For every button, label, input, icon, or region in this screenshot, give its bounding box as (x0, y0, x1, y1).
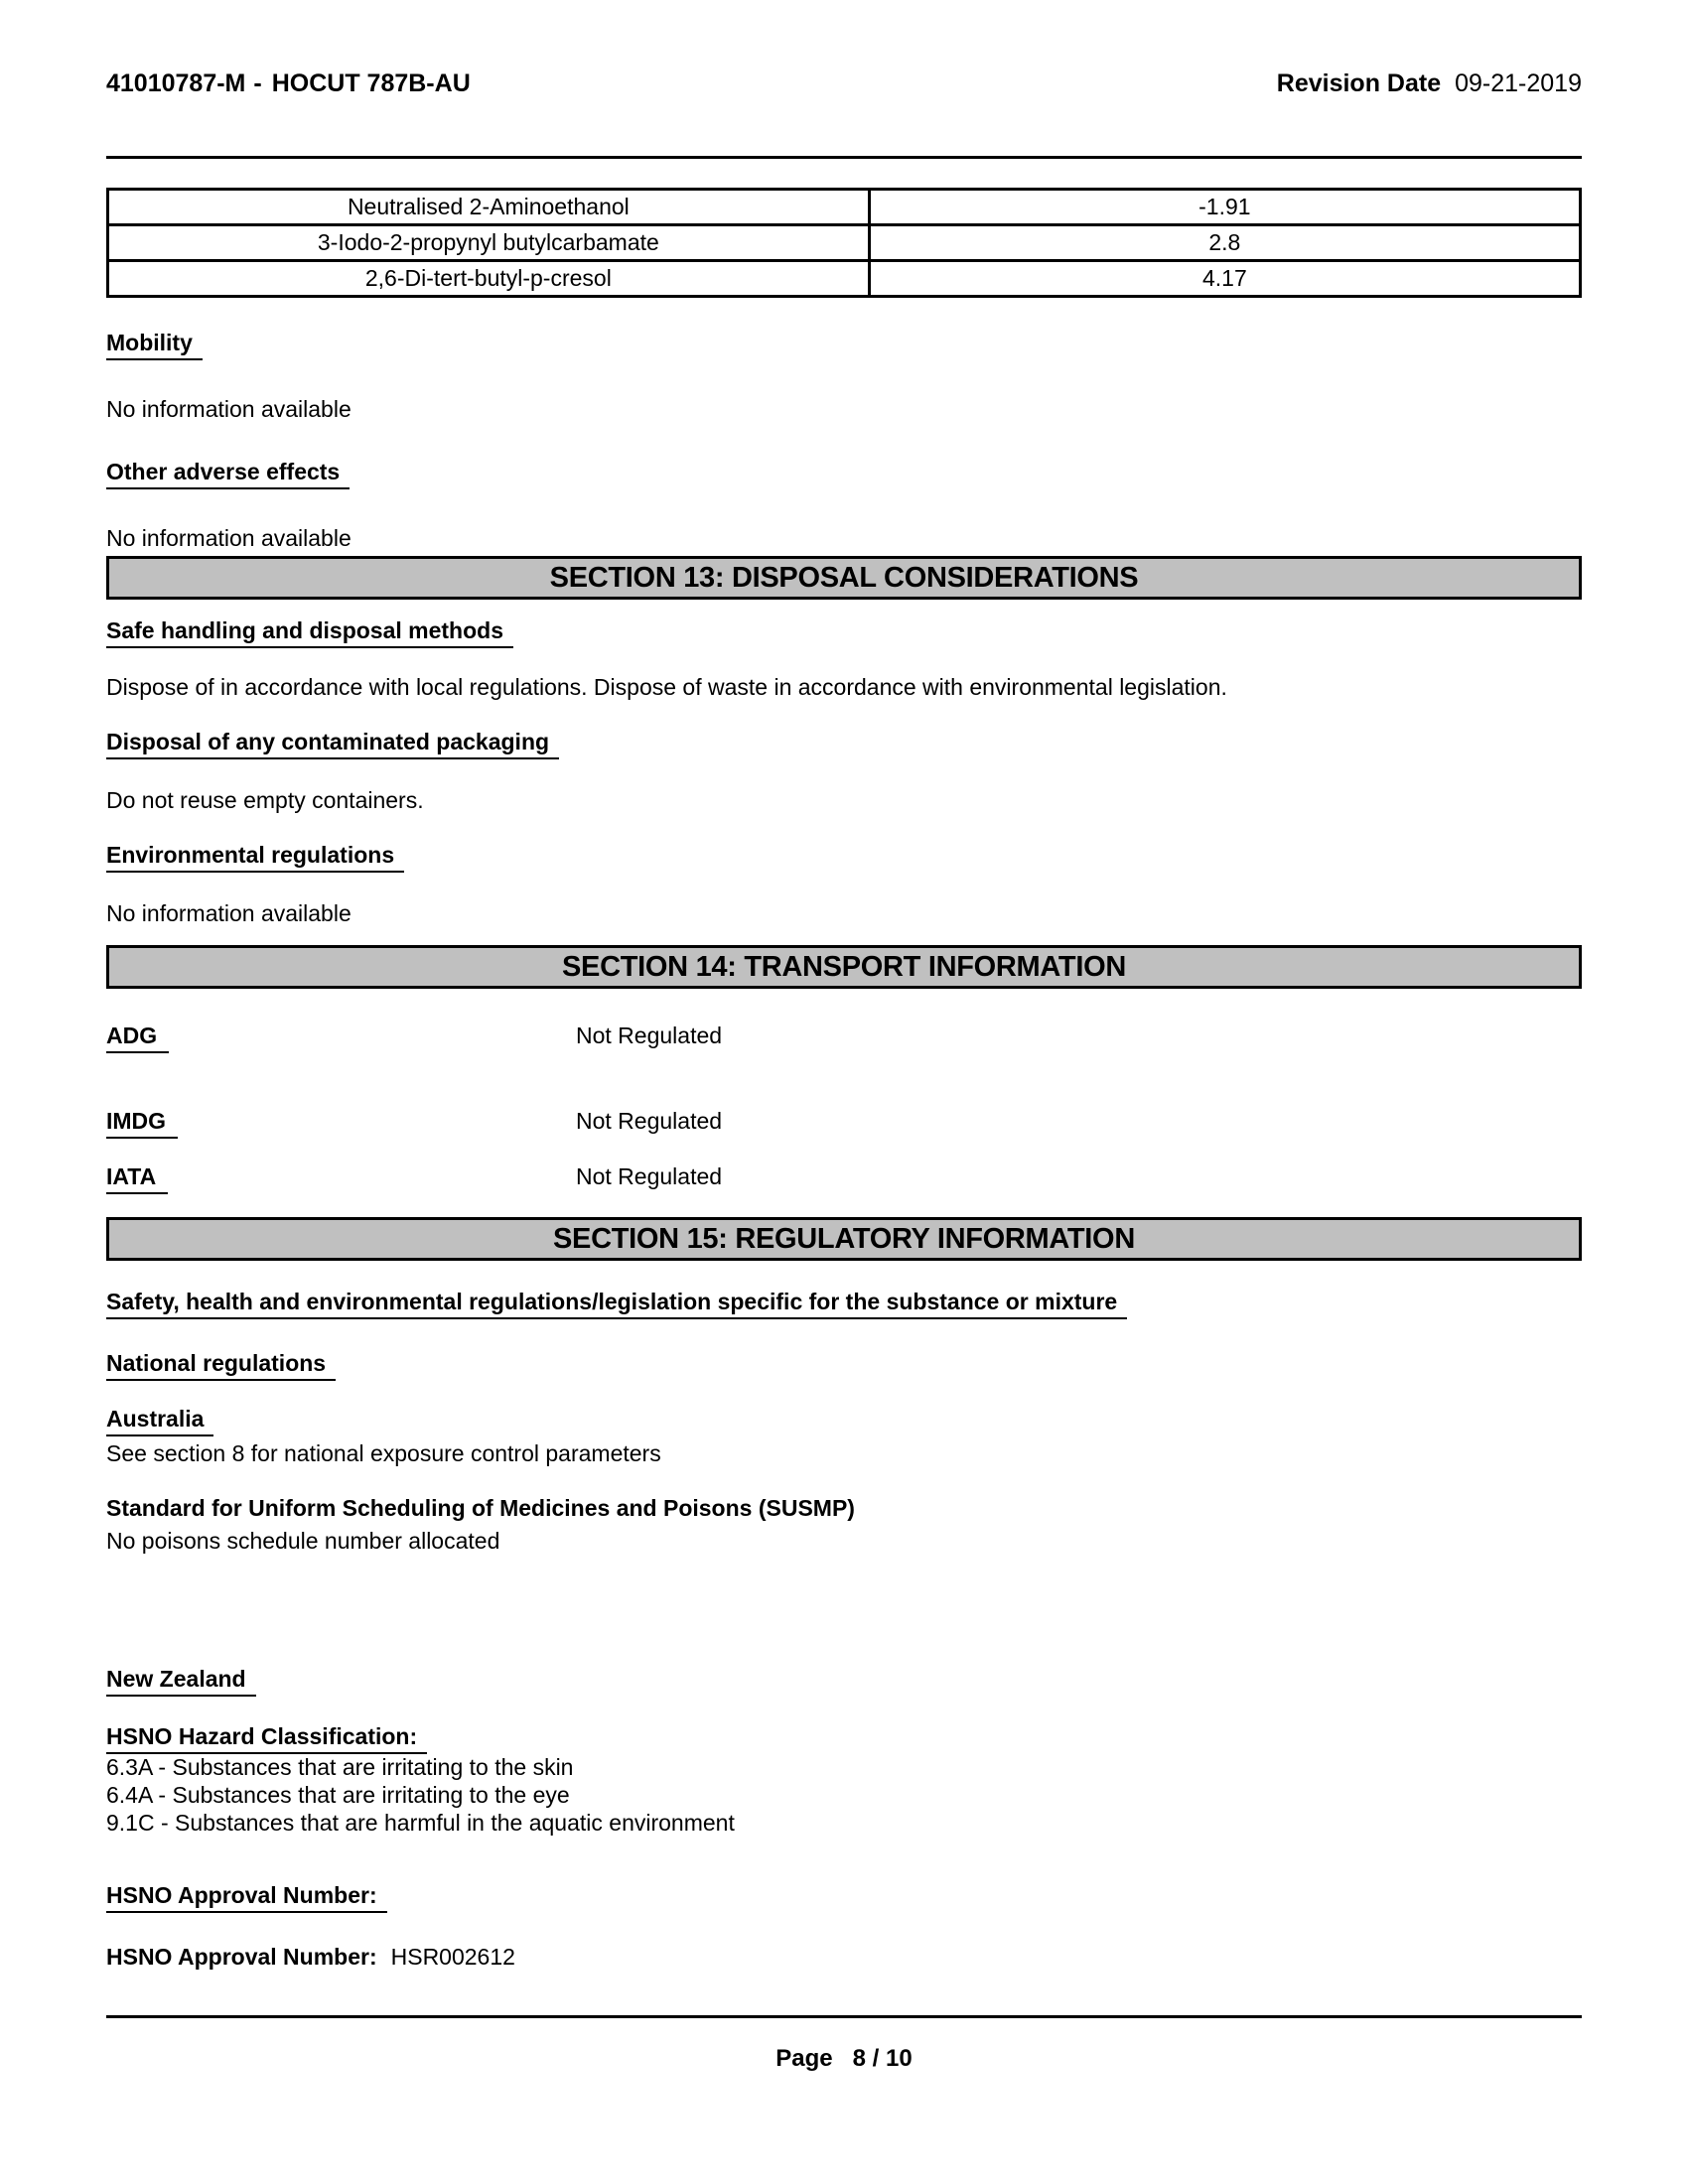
transport-code: ADG (106, 1023, 576, 1053)
partition-table-wrap (106, 188, 1582, 298)
contaminated-packaging-text: Do not reuse empty containers. (106, 787, 424, 813)
australia-text: See section 8 for national exposure control parameters (106, 1440, 661, 1466)
product-code: 41010787-M (106, 69, 246, 97)
safe-handling-heading: Safe handling and disposal methods (106, 617, 1582, 648)
transport-status: Not Regulated (576, 1108, 723, 1134)
substance-cell: Neutralised 2-Aminoethanol (108, 190, 870, 225)
hsno-class-item: 6.4A - Substances that are irritating to the eye (106, 1782, 570, 1808)
revision-date-label: Revision Date (1276, 69, 1442, 97)
page-header (106, 69, 1582, 98)
transport-status: Not Regulated (576, 1023, 723, 1048)
susmp-text: No poisons schedule number allocated (106, 1528, 500, 1554)
safety-regulations-heading: Safety, health and environmental regulations/legislation specific for the substance or mixture (106, 1289, 1582, 1319)
partition-coefficient-table (106, 188, 1582, 298)
transport-row-iata (106, 1163, 1582, 1194)
transport-code: IATA (106, 1163, 576, 1194)
footer-divider (106, 2015, 1582, 2018)
transport-row-adg (106, 1023, 1582, 1053)
transport-status: Not Regulated (576, 1163, 723, 1189)
susmp-heading: Standard for Uniform Scheduling of Medicines and Poisons (SUSMP) (106, 1495, 855, 1521)
revision-info (1277, 69, 1582, 98)
other-adverse-effects-text: No information available (106, 525, 352, 551)
table-row (108, 190, 1581, 225)
value-cell: 4.17 (869, 261, 1580, 297)
page-content (106, 0, 1582, 2184)
hsno-class-item: 6.3A - Substances that are irritating to the skin (106, 1754, 574, 1780)
safe-handling-text: Dispose of in accordance with local regulations. Dispose of waste in accordance with environmental legislation. (106, 674, 1227, 700)
hsno-approval-heading: HSNO Approval Number: (106, 1882, 1582, 1913)
page-value: 8 / 10 (852, 2045, 913, 2072)
section-13-banner: SECTION 13: DISPOSAL CONSIDERATIONS (106, 556, 1582, 600)
substance-cell: 2,6-Di-tert-butyl-p-cresol (108, 261, 870, 297)
environmental-regulations-heading: Environmental regulations (106, 842, 1582, 873)
hsno-classification-list (106, 1753, 1582, 1837)
contaminated-packaging-heading: Disposal of any contaminated packaging (106, 729, 1582, 759)
hsno-classification-heading: HSNO Hazard Classification: (106, 1723, 1582, 1754)
hsno-approval-line (106, 1944, 1582, 1971)
section-15-banner: SECTION 15: REGULATORY INFORMATION (106, 1217, 1582, 1261)
page-label: Page (775, 2045, 833, 2072)
environmental-regulations-text: No information available (106, 900, 352, 926)
mobility-heading: Mobility (106, 330, 1582, 360)
transport-row-imdg (106, 1108, 1582, 1139)
australia-heading: Australia (106, 1406, 1582, 1436)
section-14-banner: SECTION 14: TRANSPORT INFORMATION (106, 945, 1582, 989)
product-name: HOCUT 787B-AU (271, 69, 471, 97)
other-adverse-effects-heading: Other adverse effects (106, 459, 1582, 489)
document-title (106, 69, 471, 98)
table-row (108, 261, 1581, 297)
title-separator: - (253, 69, 262, 97)
hsno-approval-label: HSNO Approval Number: (106, 1944, 377, 1970)
value-cell: 2.8 (869, 225, 1580, 261)
revision-date-value: 09-21-2019 (1455, 69, 1582, 97)
header-divider (106, 156, 1582, 159)
transport-code: IMDG (106, 1108, 576, 1139)
substance-cell: 3-Iodo-2-propynyl butylcarbamate (108, 225, 870, 261)
hsno-class-item: 9.1C - Substances that are harmful in the aquatic environment (106, 1810, 735, 1836)
hsno-approval-value: HSR002612 (390, 1944, 515, 1970)
national-regulations-heading: National regulations (106, 1350, 1582, 1381)
new-zealand-heading: New Zealand (106, 1666, 1582, 1697)
mobility-text: No information available (106, 396, 352, 422)
page-number (106, 2045, 1582, 2073)
table-row (108, 225, 1581, 261)
value-cell: -1.91 (869, 190, 1580, 225)
